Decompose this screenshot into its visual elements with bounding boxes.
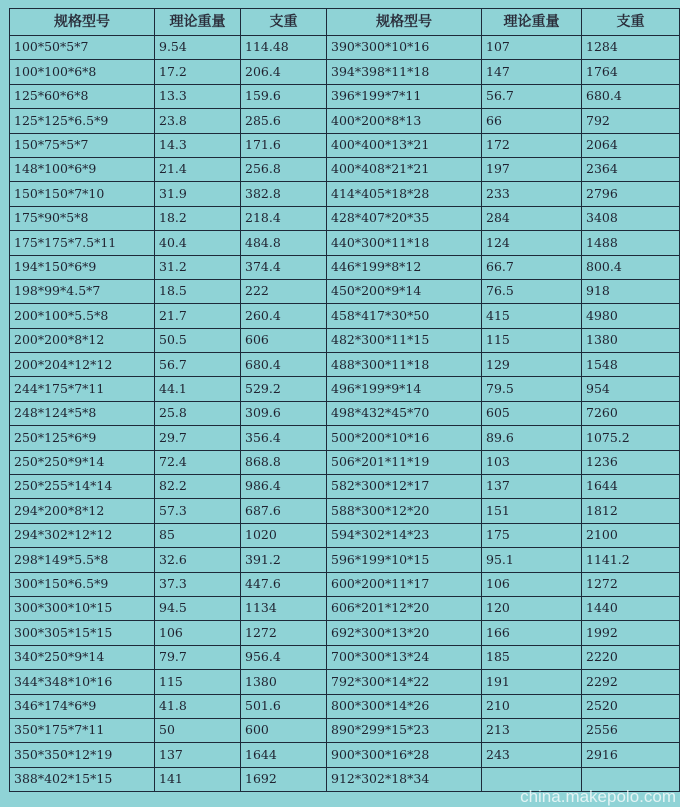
spec-cell: 394*398*11*18 <box>327 60 482 84</box>
col-header-spec: 规格型号 <box>10 9 155 36</box>
theoretical-weight-cell: 95.1 <box>482 548 582 572</box>
theoretical-weight-cell: 213 <box>482 718 582 742</box>
theoretical-weight-cell: 605 <box>482 401 582 425</box>
piece-weight-cell: 1141.2 <box>582 548 680 572</box>
theoretical-weight-cell: 66.7 <box>482 255 582 279</box>
piece-weight-cell: 1272 <box>241 621 327 645</box>
spec-cell: 458*417*30*50 <box>327 304 482 328</box>
table-row <box>10 157 680 181</box>
spec-cell: 250*125*6*9 <box>10 426 155 450</box>
theoretical-weight-cell: 115 <box>155 670 241 694</box>
spec-cell: 298*149*5.5*8 <box>10 548 155 572</box>
header-row <box>10 9 680 36</box>
theoretical-weight-cell: 197 <box>482 157 582 181</box>
piece-weight-cell: 986.4 <box>241 475 327 499</box>
table-row <box>10 401 680 425</box>
theoretical-weight-cell: 124 <box>482 231 582 255</box>
table-row <box>10 718 680 742</box>
theoretical-weight-cell: 18.2 <box>155 206 241 230</box>
col-header-theoretical-weight: 理论重量 <box>155 9 241 36</box>
theoretical-weight-cell: 137 <box>482 475 582 499</box>
theoretical-weight-cell: 175 <box>482 523 582 547</box>
spec-cell: 800*300*14*26 <box>327 694 482 718</box>
spec-cell: 125*60*6*8 <box>10 84 155 108</box>
theoretical-weight-cell: 172 <box>482 133 582 157</box>
spec-cell: 300*150*6.5*9 <box>10 572 155 596</box>
spec-cell: 692*300*13*20 <box>327 621 482 645</box>
table-row <box>10 572 680 596</box>
table-row <box>10 36 680 60</box>
theoretical-weight-cell: 18.5 <box>155 279 241 303</box>
theoretical-weight-cell: 31.2 <box>155 255 241 279</box>
table-row <box>10 60 680 84</box>
piece-weight-cell: 2292 <box>582 670 680 694</box>
theoretical-weight-cell: 166 <box>482 621 582 645</box>
piece-weight-cell: 447.6 <box>241 572 327 596</box>
spec-cell: 340*250*9*14 <box>10 645 155 669</box>
piece-weight-cell: 382.8 <box>241 182 327 206</box>
spec-cell: 582*300*12*17 <box>327 475 482 499</box>
col-header-piece-weight: 支重 <box>582 9 680 36</box>
spec-cell: 600*200*11*17 <box>327 572 482 596</box>
theoretical-weight-cell: 37.3 <box>155 572 241 596</box>
spec-cell: 496*199*9*14 <box>327 377 482 401</box>
piece-weight-cell: 2100 <box>582 523 680 547</box>
spec-cell: 388*402*15*15 <box>10 767 155 791</box>
theoretical-weight-cell: 41.8 <box>155 694 241 718</box>
theoretical-weight-cell: 210 <box>482 694 582 718</box>
theoretical-weight-cell: 29.7 <box>155 426 241 450</box>
spec-cell: 248*124*5*8 <box>10 401 155 425</box>
theoretical-weight-cell: 106 <box>482 572 582 596</box>
piece-weight-cell: 1488 <box>582 231 680 255</box>
spec-cell: 488*300*11*18 <box>327 353 482 377</box>
piece-weight-cell: 1236 <box>582 450 680 474</box>
theoretical-weight-cell: 66 <box>482 109 582 133</box>
piece-weight-cell: 800.4 <box>582 255 680 279</box>
theoretical-weight-cell: 89.6 <box>482 426 582 450</box>
table-row <box>10 206 680 230</box>
spec-cell: 125*125*6.5*9 <box>10 109 155 133</box>
theoretical-weight-cell: 79.5 <box>482 377 582 401</box>
table-row <box>10 621 680 645</box>
theoretical-weight-cell: 9.54 <box>155 36 241 60</box>
table-row <box>10 499 680 523</box>
piece-weight-cell: 1548 <box>582 353 680 377</box>
table-row <box>10 84 680 108</box>
spec-cell: 396*199*7*11 <box>327 84 482 108</box>
theoretical-weight-cell: 147 <box>482 60 582 84</box>
theoretical-weight-cell: 50.5 <box>155 328 241 352</box>
spec-cell: 200*200*8*12 <box>10 328 155 352</box>
theoretical-weight-cell: 129 <box>482 353 582 377</box>
spec-cell: 440*300*11*18 <box>327 231 482 255</box>
piece-weight-cell: 256.8 <box>241 157 327 181</box>
spec-cell: 446*199*8*12 <box>327 255 482 279</box>
piece-weight-cell: 1134 <box>241 596 327 620</box>
spec-cell: 400*200*8*13 <box>327 109 482 133</box>
table-row <box>10 548 680 572</box>
spec-cell: 344*348*10*16 <box>10 670 155 694</box>
spec-cell: 350*350*12*19 <box>10 743 155 767</box>
spec-cell: 414*405*18*28 <box>327 182 482 206</box>
spec-cell: 100*100*6*8 <box>10 60 155 84</box>
theoretical-weight-cell: 21.7 <box>155 304 241 328</box>
piece-weight-cell: 206.4 <box>241 60 327 84</box>
spec-cell: 506*201*11*19 <box>327 450 482 474</box>
spec-cell: 912*302*18*34 <box>327 767 482 791</box>
piece-weight-cell: 1812 <box>582 499 680 523</box>
piece-weight-cell: 2520 <box>582 694 680 718</box>
piece-weight-cell: 1440 <box>582 596 680 620</box>
theoretical-weight-cell: 25.8 <box>155 401 241 425</box>
theoretical-weight-cell: 137 <box>155 743 241 767</box>
spec-cell: 400*408*21*21 <box>327 157 482 181</box>
theoretical-weight-cell: 107 <box>482 36 582 60</box>
piece-weight-cell: 159.6 <box>241 84 327 108</box>
spec-cell: 200*204*12*12 <box>10 353 155 377</box>
table-row <box>10 523 680 547</box>
theoretical-weight-cell: 31.9 <box>155 182 241 206</box>
piece-weight-cell: 1692 <box>241 767 327 791</box>
theoretical-weight-cell: 76.5 <box>482 279 582 303</box>
theoretical-weight-cell: 21.4 <box>155 157 241 181</box>
spec-cell: 294*302*12*12 <box>10 523 155 547</box>
watermark: china.makepolo.com <box>520 787 676 806</box>
table-row <box>10 109 680 133</box>
theoretical-weight-cell: 85 <box>155 523 241 547</box>
theoretical-weight-cell: 191 <box>482 670 582 694</box>
theoretical-weight-cell: 185 <box>482 645 582 669</box>
theoretical-weight-cell: 94.5 <box>155 596 241 620</box>
piece-weight-cell: 954 <box>582 377 680 401</box>
piece-weight-cell: 4980 <box>582 304 680 328</box>
theoretical-weight-cell: 82.2 <box>155 475 241 499</box>
piece-weight-cell: 918 <box>582 279 680 303</box>
spec-cell: 294*200*8*12 <box>10 499 155 523</box>
piece-weight-cell: 2556 <box>582 718 680 742</box>
spec-cell: 890*299*15*23 <box>327 718 482 742</box>
col-header-piece-weight: 支重 <box>241 9 327 36</box>
theoretical-weight-cell: 17.2 <box>155 60 241 84</box>
piece-weight-cell: 309.6 <box>241 401 327 425</box>
theoretical-weight-cell: 72.4 <box>155 450 241 474</box>
piece-weight-cell: 7260 <box>582 401 680 425</box>
spec-cell: 175*90*5*8 <box>10 206 155 230</box>
spec-cell: 300*300*10*15 <box>10 596 155 620</box>
spec-cell: 100*50*5*7 <box>10 36 155 60</box>
table-row <box>10 670 680 694</box>
spec-cell: 350*175*7*11 <box>10 718 155 742</box>
spec-cell: 450*200*9*14 <box>327 279 482 303</box>
table-row <box>10 255 680 279</box>
theoretical-weight-cell: 243 <box>482 743 582 767</box>
piece-weight-cell: 1380 <box>582 328 680 352</box>
piece-weight-cell: 792 <box>582 109 680 133</box>
piece-weight-cell: 501.6 <box>241 694 327 718</box>
theoretical-weight-cell: 32.6 <box>155 548 241 572</box>
spec-cell: 198*99*4.5*7 <box>10 279 155 303</box>
piece-weight-cell: 680.4 <box>582 84 680 108</box>
theoretical-weight-cell: 40.4 <box>155 231 241 255</box>
piece-weight-cell: 606 <box>241 328 327 352</box>
table-row <box>10 475 680 499</box>
col-header-spec: 规格型号 <box>327 9 482 36</box>
spec-cell: 150*150*7*10 <box>10 182 155 206</box>
piece-weight-cell: 1284 <box>582 36 680 60</box>
spec-cell: 250*250*9*14 <box>10 450 155 474</box>
piece-weight-cell: 2796 <box>582 182 680 206</box>
piece-weight-cell: 260.4 <box>241 304 327 328</box>
theoretical-weight-cell: 151 <box>482 499 582 523</box>
spec-cell: 500*200*10*16 <box>327 426 482 450</box>
piece-weight-cell: 529.2 <box>241 377 327 401</box>
piece-weight-cell: 484.8 <box>241 231 327 255</box>
table-row <box>10 353 680 377</box>
spec-cell: 175*175*7.5*11 <box>10 231 155 255</box>
piece-weight-cell: 222 <box>241 279 327 303</box>
spec-cell: 194*150*6*9 <box>10 255 155 279</box>
theoretical-weight-cell: 233 <box>482 182 582 206</box>
spec-cell: 250*255*14*14 <box>10 475 155 499</box>
theoretical-weight-cell: 415 <box>482 304 582 328</box>
theoretical-weight-cell: 57.3 <box>155 499 241 523</box>
table-row <box>10 182 680 206</box>
piece-weight-cell: 1644 <box>241 743 327 767</box>
piece-weight-cell: 171.6 <box>241 133 327 157</box>
piece-weight-cell: 687.6 <box>241 499 327 523</box>
theoretical-weight-cell: 56.7 <box>155 353 241 377</box>
col-header-theoretical-weight: 理论重量 <box>482 9 582 36</box>
theoretical-weight-cell: 141 <box>155 767 241 791</box>
theoretical-weight-cell: 23.8 <box>155 109 241 133</box>
spec-cell: 900*300*16*28 <box>327 743 482 767</box>
piece-weight-cell: 1380 <box>241 670 327 694</box>
theoretical-weight-cell: 79.7 <box>155 645 241 669</box>
spec-cell: 244*175*7*11 <box>10 377 155 401</box>
table-row <box>10 377 680 401</box>
table-row <box>10 450 680 474</box>
piece-weight-cell: 285.6 <box>241 109 327 133</box>
piece-weight-cell: 1272 <box>582 572 680 596</box>
spec-cell: 596*199*10*15 <box>327 548 482 572</box>
piece-weight-cell: 1075.2 <box>582 426 680 450</box>
piece-weight-cell: 956.4 <box>241 645 327 669</box>
piece-weight-cell: 868.8 <box>241 450 327 474</box>
spec-cell: 498*432*45*70 <box>327 401 482 425</box>
spec-cell: 606*201*12*20 <box>327 596 482 620</box>
table-body <box>10 36 680 792</box>
piece-weight-cell: 218.4 <box>241 206 327 230</box>
piece-weight-cell: 1020 <box>241 523 327 547</box>
table-row <box>10 231 680 255</box>
piece-weight-cell: 2364 <box>582 157 680 181</box>
theoretical-weight-cell: 106 <box>155 621 241 645</box>
piece-weight-cell: 374.4 <box>241 255 327 279</box>
spec-cell: 792*300*14*22 <box>327 670 482 694</box>
spec-cell: 300*305*15*15 <box>10 621 155 645</box>
theoretical-weight-cell: 120 <box>482 596 582 620</box>
piece-weight-cell: 3408 <box>582 206 680 230</box>
piece-weight-cell: 391.2 <box>241 548 327 572</box>
piece-weight-cell: 680.4 <box>241 353 327 377</box>
spec-cell: 200*100*5.5*8 <box>10 304 155 328</box>
piece-weight-cell: 2220 <box>582 645 680 669</box>
table-row <box>10 426 680 450</box>
theoretical-weight-cell: 284 <box>482 206 582 230</box>
table-row <box>10 645 680 669</box>
spec-cell: 428*407*20*35 <box>327 206 482 230</box>
piece-weight-cell: 2064 <box>582 133 680 157</box>
table-row <box>10 694 680 718</box>
spec-cell: 588*300*12*20 <box>327 499 482 523</box>
piece-weight-cell: 1992 <box>582 621 680 645</box>
theoretical-weight-cell: 50 <box>155 718 241 742</box>
piece-weight-cell: 1644 <box>582 475 680 499</box>
theoretical-weight-cell: 103 <box>482 450 582 474</box>
table-row <box>10 279 680 303</box>
table-row <box>10 133 680 157</box>
theoretical-weight-cell: 56.7 <box>482 84 582 108</box>
table-row <box>10 596 680 620</box>
weight-table <box>9 8 680 792</box>
piece-weight-cell: 600 <box>241 718 327 742</box>
theoretical-weight-cell: 14.3 <box>155 133 241 157</box>
spec-cell: 594*302*14*23 <box>327 523 482 547</box>
theoretical-weight-cell: 13.3 <box>155 84 241 108</box>
table-row <box>10 328 680 352</box>
spec-cell: 400*400*13*21 <box>327 133 482 157</box>
spec-cell: 390*300*10*16 <box>327 36 482 60</box>
theoretical-weight-cell: 44.1 <box>155 377 241 401</box>
table-row <box>10 743 680 767</box>
spec-cell: 150*75*5*7 <box>10 133 155 157</box>
piece-weight-cell: 1764 <box>582 60 680 84</box>
spec-cell: 700*300*13*24 <box>327 645 482 669</box>
spec-cell: 482*300*11*15 <box>327 328 482 352</box>
theoretical-weight-cell: 115 <box>482 328 582 352</box>
table-row <box>10 304 680 328</box>
piece-weight-cell: 2916 <box>582 743 680 767</box>
piece-weight-cell: 114.48 <box>241 36 327 60</box>
piece-weight-cell: 356.4 <box>241 426 327 450</box>
spec-cell: 346*174*6*9 <box>10 694 155 718</box>
spec-cell: 148*100*6*9 <box>10 157 155 181</box>
